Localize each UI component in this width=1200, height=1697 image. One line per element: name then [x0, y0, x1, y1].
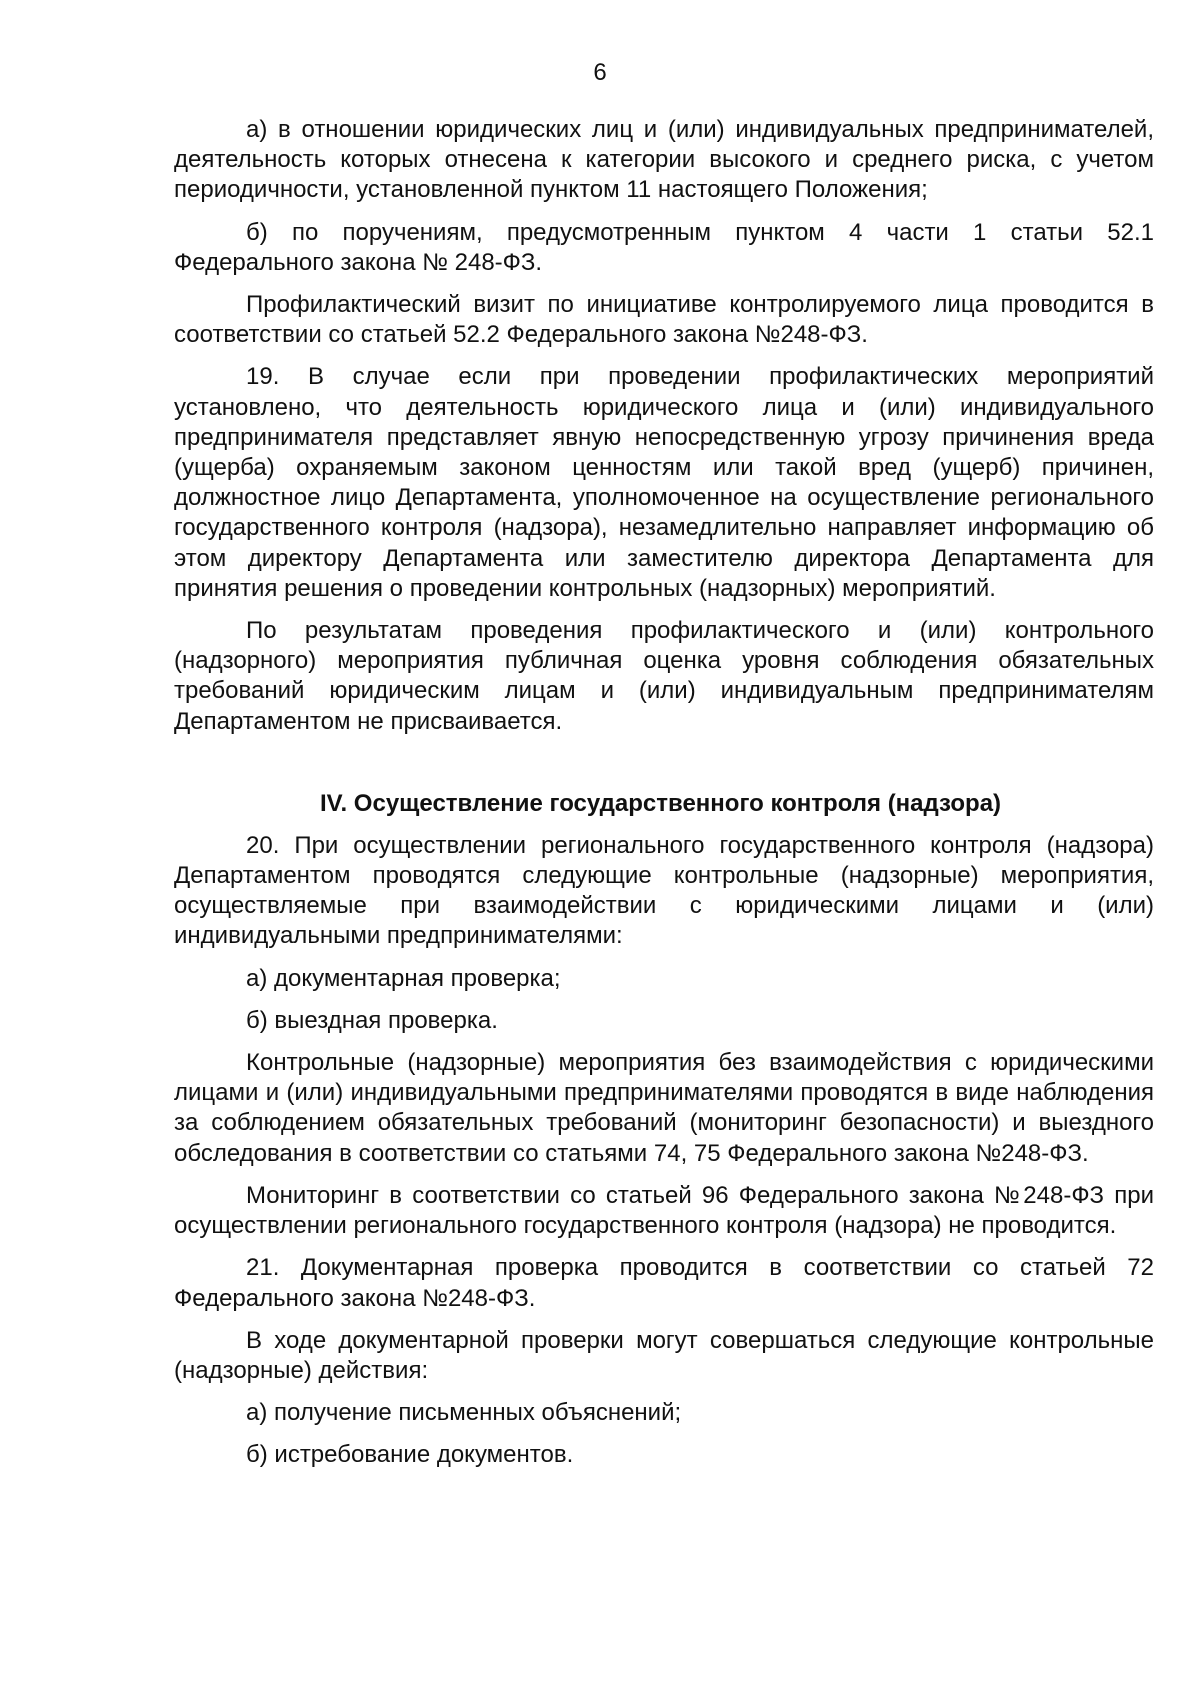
paragraph-no-interaction-measures: Контрольные (надзорные) мероприятия без взаимодействия с юридическими лицами и (или) индивидуальными предпринимателями проводятся в виде наблюдения за соблюдением обязательных требований (мониторинг безопасности) и выездного обследования в соответствии со статьями 74, 75 Федерального закона №248-ФЗ. [174, 1049, 1154, 1167]
paragraph-monitoring: Мониторинг в соответствии со статьей 96 Федерального закона №248-ФЗ при осуществлении регионального государственного контроля (надзора) не проводится. [174, 1181, 1154, 1240]
paragraph-documentary-actions: В ходе документарной проверки могут совершаться следующие контрольные (надзорные) действия: [174, 1326, 1154, 1384]
paragraph-document-request: б) истребование документов. [246, 1441, 574, 1469]
paragraph-documentary-check: а) документарная проверка; [246, 964, 561, 992]
section-heading: IV. Осуществление государственного контроля (надзора) [320, 789, 1002, 817]
paragraph-clause-20: 20. При осуществлении регионального государственного контроля (надзора) Департаментом проводятся следующие контрольные (надзорные) мероприятия, осуществляемые при взаимодействии с юридическими лицами и (или) индивидуальными предпринимателями: [174, 831, 1154, 950]
page-number: 6 [593, 59, 607, 86]
paragraph-clause-21: 21. Документарная проверка проводится в соответствии со статьей 72 Федерального закона №248-ФЗ. [174, 1254, 1154, 1312]
paragraph-item-b-instructions: б) по поручениям, предусмотренным пунктом 4 части 1 статьи 52.1 Федерального закона № 248-ФЗ. [174, 218, 1154, 276]
paragraph-field-check: б) выездная проверка. [246, 1006, 498, 1034]
page-content [174, 115, 1154, 1483]
paragraph-item-a-high-risk: а) в отношении юридических лиц и (или) индивидуальных предпринимателей, деятельность которых отнесена к категории высокого и среднего риска, с учетом периодичности, установленной пунктом 11 настоящего Положения; [174, 116, 1154, 204]
paragraph-written-explanations: а) получение письменных объяснений; [246, 1399, 682, 1427]
paragraph-clause-19: 19. В случае если при проведении профилактических мероприятий установлено, что деятельность юридического лица и (или) индивидуального предпринимателя представляет явную непосредственную угрозу причинения вреда (ущерба) охраняемым законом ценностям или такой вред (ущерб) причинен, должностное лицо Департамента, уполномоченное на осуществление регионального государственного контроля (надзора), незамедлительно направляет информацию об этом директору Департамента или заместителю директора Департамента для принятия решения о проведении контрольных (надзорных) мероприятий. [174, 363, 1154, 602]
paragraph-preventive-visit: Профилактический визит по инициативе контролируемого лица проводится в соответствии со статьей 52.2 Федерального закона №248-ФЗ. [174, 291, 1154, 349]
paragraph-public-assessment: По результатам проведения профилактического и (или) контрольного (надзорного) мероприятия публичная оценка уровня соблюдения обязательных требований юридическим лицам и (или) индивидуальным предпринимателям Департаментом не присваивается. [174, 617, 1154, 735]
